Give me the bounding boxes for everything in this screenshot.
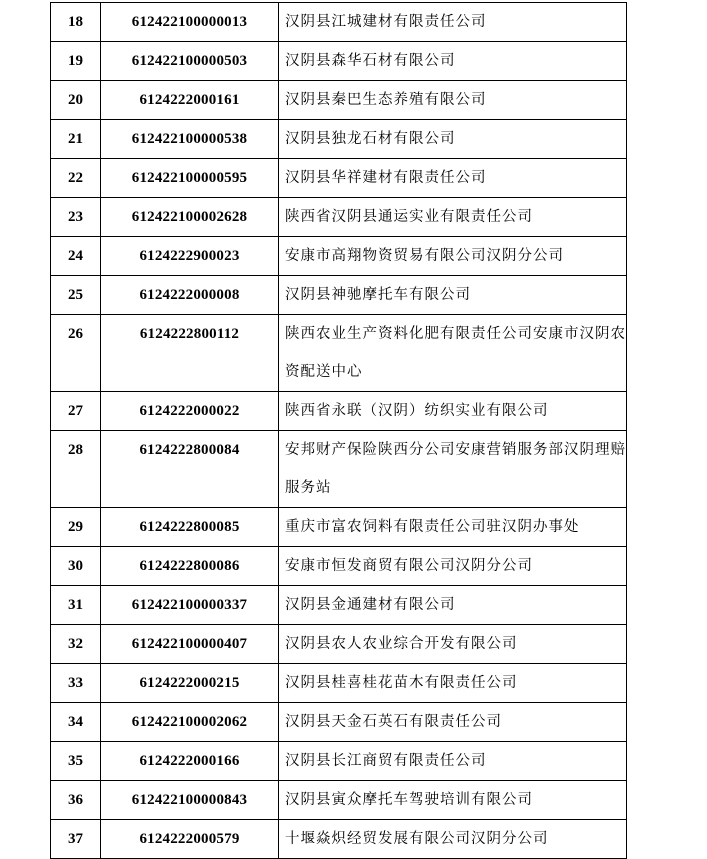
table-row bbox=[51, 664, 627, 703]
row-number: 26 bbox=[51, 315, 101, 392]
company-name: 陕西省汉阴县通运实业有限责任公司 bbox=[279, 198, 627, 237]
row-number: 27 bbox=[51, 392, 101, 431]
table-row bbox=[51, 120, 627, 159]
table-row bbox=[51, 742, 627, 781]
table-row bbox=[51, 276, 627, 315]
row-number: 21 bbox=[51, 120, 101, 159]
company-name: 安邦财产保险陕西分公司安康营销服务部汉阴理赔服务站 bbox=[279, 431, 627, 508]
registration-code: 6124222000161 bbox=[101, 81, 279, 120]
table-row bbox=[51, 820, 627, 859]
row-number: 28 bbox=[51, 431, 101, 508]
company-name: 汉阴县华祥建材有限责任公司 bbox=[279, 159, 627, 198]
row-number: 37 bbox=[51, 820, 101, 859]
row-number: 20 bbox=[51, 81, 101, 120]
company-name: 安康市高翔物资贸易有限公司汉阴分公司 bbox=[279, 237, 627, 276]
registration-code: 612422100000503 bbox=[101, 42, 279, 81]
table-row bbox=[51, 547, 627, 586]
company-name: 汉阴县寅众摩托车驾驶培训有限公司 bbox=[279, 781, 627, 820]
row-number: 19 bbox=[51, 42, 101, 81]
registration-code: 612422100000337 bbox=[101, 586, 279, 625]
table-row bbox=[51, 431, 627, 508]
registration-code: 6124222000215 bbox=[101, 664, 279, 703]
table-row bbox=[51, 508, 627, 547]
registration-code: 612422100002628 bbox=[101, 198, 279, 237]
table-row bbox=[51, 586, 627, 625]
table-row bbox=[51, 198, 627, 237]
row-number: 35 bbox=[51, 742, 101, 781]
table-row bbox=[51, 3, 627, 42]
registration-code: 6124222000022 bbox=[101, 392, 279, 431]
registration-code: 6124222800112 bbox=[101, 315, 279, 392]
table-row bbox=[51, 392, 627, 431]
registration-code: 612422100000843 bbox=[101, 781, 279, 820]
row-number: 24 bbox=[51, 237, 101, 276]
row-number: 30 bbox=[51, 547, 101, 586]
company-name: 汉阴县江城建材有限责任公司 bbox=[279, 3, 627, 42]
row-number: 33 bbox=[51, 664, 101, 703]
registration-code: 6124222900023 bbox=[101, 237, 279, 276]
registration-code: 6124222000166 bbox=[101, 742, 279, 781]
company-name: 安康市恒发商贸有限公司汉阴分公司 bbox=[279, 547, 627, 586]
registration-code: 6124222800086 bbox=[101, 547, 279, 586]
company-name: 陕西省永联（汉阴）纺织实业有限公司 bbox=[279, 392, 627, 431]
table-row bbox=[51, 237, 627, 276]
company-name: 汉阴县独龙石材有限公司 bbox=[279, 120, 627, 159]
company-name: 十堰焱炽经贸发展有限公司汉阴分公司 bbox=[279, 820, 627, 859]
registration-code: 612422100000538 bbox=[101, 120, 279, 159]
row-number: 36 bbox=[51, 781, 101, 820]
table-row bbox=[51, 42, 627, 81]
company-table bbox=[50, 2, 627, 859]
registration-code: 6124222000008 bbox=[101, 276, 279, 315]
company-name: 汉阴县金通建材有限公司 bbox=[279, 586, 627, 625]
company-name: 汉阴县神驰摩托车有限公司 bbox=[279, 276, 627, 315]
company-name: 汉阴县秦巴生态养殖有限公司 bbox=[279, 81, 627, 120]
row-number: 18 bbox=[51, 3, 101, 42]
table-row bbox=[51, 81, 627, 120]
row-number: 32 bbox=[51, 625, 101, 664]
registration-code: 612422100000013 bbox=[101, 3, 279, 42]
company-name: 汉阴县长江商贸有限责任公司 bbox=[279, 742, 627, 781]
registration-code: 6124222000579 bbox=[101, 820, 279, 859]
company-name: 陕西农业生产资料化肥有限责任公司安康市汉阴农资配送中心 bbox=[279, 315, 627, 392]
row-number: 31 bbox=[51, 586, 101, 625]
registration-code: 612422100002062 bbox=[101, 703, 279, 742]
company-name: 重庆市富农饲料有限责任公司驻汉阴办事处 bbox=[279, 508, 627, 547]
row-number: 23 bbox=[51, 198, 101, 237]
row-number: 29 bbox=[51, 508, 101, 547]
table-row bbox=[51, 781, 627, 820]
table-row bbox=[51, 703, 627, 742]
company-name: 汉阴县农人农业综合开发有限公司 bbox=[279, 625, 627, 664]
table-row bbox=[51, 625, 627, 664]
company-name: 汉阴县天金石英石有限责任公司 bbox=[279, 703, 627, 742]
registration-code: 6124222800085 bbox=[101, 508, 279, 547]
row-number: 34 bbox=[51, 703, 101, 742]
registration-code: 612422100000595 bbox=[101, 159, 279, 198]
company-name: 汉阴县森华石材有限公司 bbox=[279, 42, 627, 81]
table-row bbox=[51, 159, 627, 198]
row-number: 25 bbox=[51, 276, 101, 315]
registration-code: 6124222800084 bbox=[101, 431, 279, 508]
registration-code: 612422100000407 bbox=[101, 625, 279, 664]
company-name: 汉阴县桂喜桂花苗木有限责任公司 bbox=[279, 664, 627, 703]
table-row bbox=[51, 315, 627, 392]
row-number: 22 bbox=[51, 159, 101, 198]
